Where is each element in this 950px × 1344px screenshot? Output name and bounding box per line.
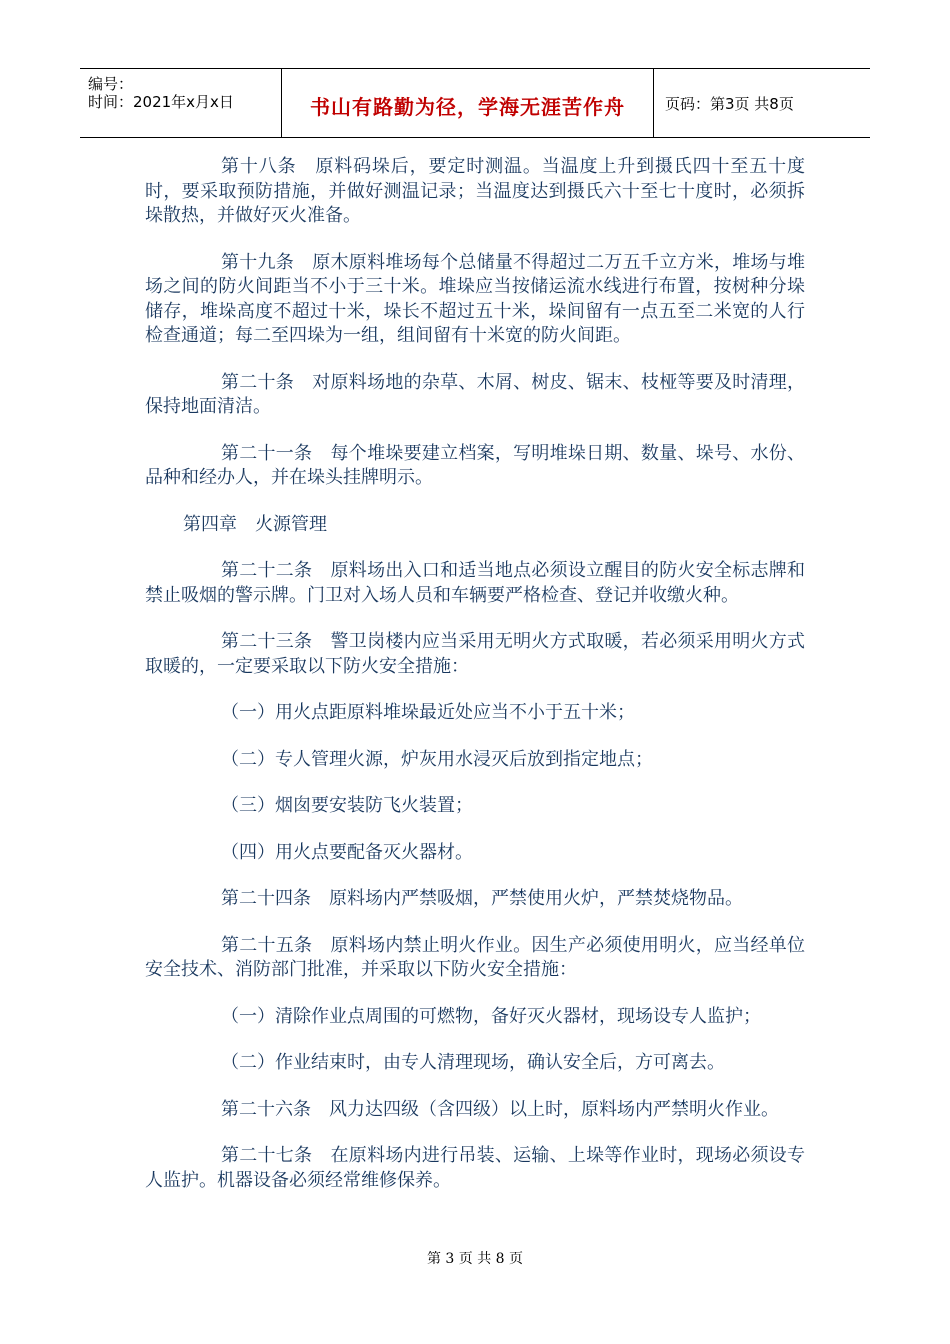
- document-body: [145, 155, 805, 1215]
- header-meta-cell: [80, 69, 280, 137]
- article-26: 第二十六条 风力达四级（含四级）以上时，原料场内严禁明火作业。: [221, 1098, 779, 1120]
- header-page-cell: [655, 69, 870, 137]
- article-23: 第二十三条 警卫岗楼内应当采用无明火方式取暖，若必须采用明火方式取暖的，一定要采取以下防火安全措施：: [145, 631, 805, 677]
- article-25-item-2: （二）作业结束时，由专人清理现场，确认安全后，方可离去。: [221, 1052, 725, 1073]
- header-page-info: 页码：第3页 共8页: [665, 95, 794, 113]
- article-22: 第二十二条 原料场出入口和适当地点必须设立醒目的防火安全标志牌和禁止吸烟的警示牌。门卫对入场人员和车辆要严格检查、登记并收缴火种。: [145, 560, 805, 606]
- header-motto-cell: [281, 69, 654, 137]
- document-time-label: 时间：2021年x月x日: [88, 93, 234, 111]
- article-25-item-1: （一）清除作业点周围的可燃物，备好灭火器材，现场设专人监护；: [221, 1005, 761, 1027]
- page-footer: 第 3 页 共 8 页: [426, 1251, 524, 1267]
- article-27: 第二十七条 在原料场内进行吊装、运输、上垛等作业时，现场必须设专人监护。机器设备必须经常维修保养。: [145, 1145, 805, 1191]
- header-motto: 书山有路勤为径，学海无涯苦作舟: [310, 95, 625, 119]
- article-23-item-4: （四）用火点要配备灭火器材。: [221, 841, 473, 863]
- article-23-item-3: （三）烟囱要安装防飞火装置；: [221, 795, 473, 816]
- document-number-label: 编号：: [88, 75, 134, 93]
- article-24: 第二十四条 原料场内严禁吸烟，严禁使用火炉，严禁焚烧物品。: [221, 888, 743, 909]
- page-header: [80, 68, 870, 138]
- article-23-item-2: （二）专人管理火源，炉灰用水浸灭后放到指定地点；: [221, 748, 653, 770]
- article-25: 第二十五条 原料场内禁止明火作业。因生产必须使用明火，应当经单位安全技术、消防部门批准，并采取以下防火安全措施：: [145, 934, 805, 980]
- article-20: 第二十条 对原料场地的杂草、木屑、树皮、锯末、枝桠等要及时清理，保持地面清洁。: [145, 371, 805, 417]
- article-19: 第十九条 原木原料堆场每个总储量不得超过二万五千立方米，堆场与堆场之间的防火间距当不小于三十米。堆垛应当按储运流水线进行布置，按树种分垛储存，堆垛高度不超过十米，垛长不超过五十米，垛间留有一点五至二米宽的人行检查通道；每二至四垛为一组，组间留有十米宽的防火间距。: [145, 251, 805, 346]
- article-21: 第二十一条 每个堆垛要建立档案，写明堆垛日期、数量、垛号、水份、品种和经办人，并在垛头挂牌明示。: [145, 442, 805, 488]
- article-18: 第十八条 原料码垛后，要定时测温。当温度上升到摄氏四十至五十度时，要采取预防措施，并做好测温记录；当温度达到摄氏六十至七十度时，必须拆垛散热，并做好灭火准备。: [145, 156, 805, 226]
- article-23-item-1: （一）用火点距原料堆垛最近处应当不小于五十米；: [221, 702, 635, 723]
- chapter-4-heading: 第四章 火源管理: [183, 513, 327, 535]
